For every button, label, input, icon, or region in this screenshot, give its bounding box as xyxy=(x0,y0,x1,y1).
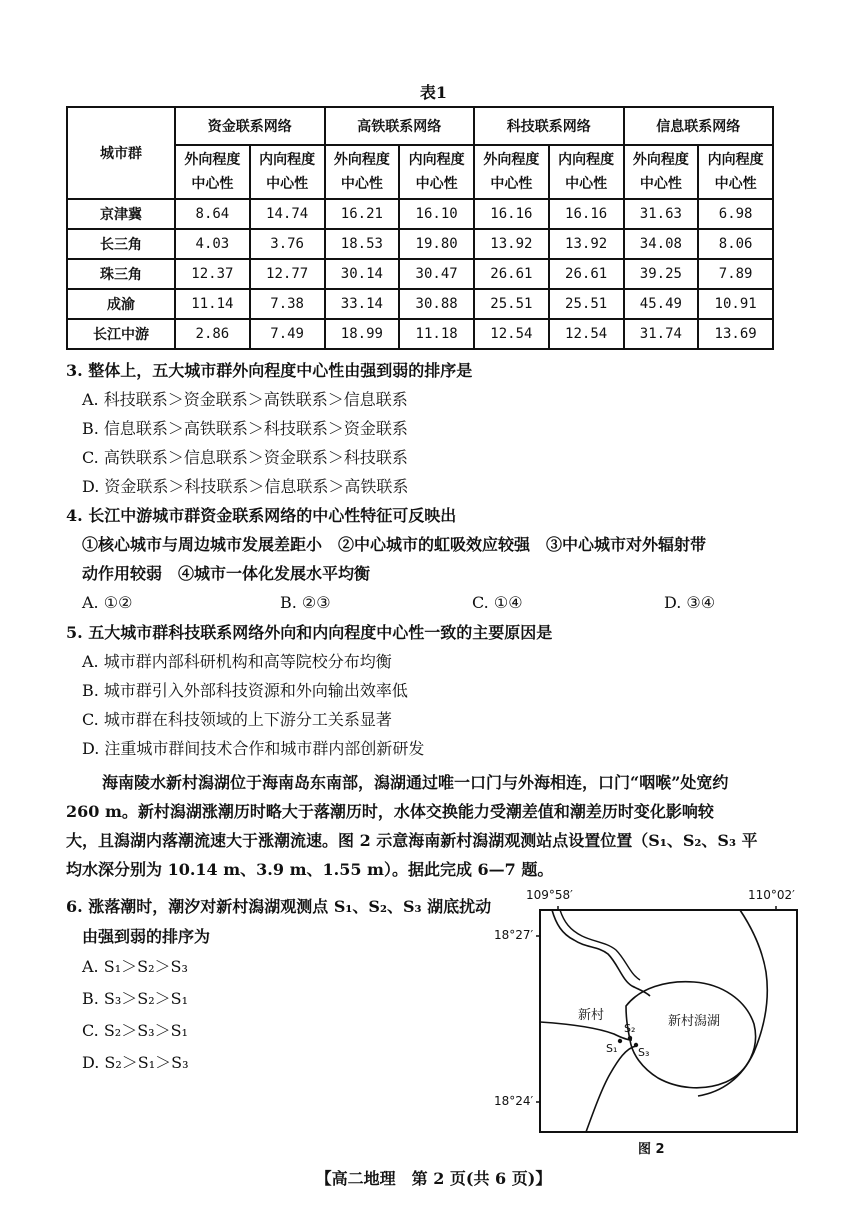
value-cell: 13.92 xyxy=(549,229,624,259)
value-cell: 3.76 xyxy=(250,229,325,259)
sub-header-out: 外向程度 中心性 xyxy=(175,145,250,199)
passage-line: 260 m。新村潟湖涨潮历时略大于落潮历时，水体交换能力受潮差值和潮差历时变化影响较 xyxy=(66,802,714,821)
s3-label: S₃ xyxy=(638,1046,650,1059)
value-cell: 16.16 xyxy=(474,199,549,229)
value-cell: 7.89 xyxy=(698,259,773,289)
value-cell: 13.69 xyxy=(698,319,773,349)
value-cell: 18.99 xyxy=(325,319,400,349)
value-cell: 12.37 xyxy=(175,259,250,289)
value-cell: 19.80 xyxy=(399,229,474,259)
sub-header-in: 内向程度 中心性 xyxy=(250,145,325,199)
value-cell: 31.74 xyxy=(624,319,699,349)
lon-label-right: 110°02′ xyxy=(748,888,795,902)
table-row xyxy=(67,289,773,319)
question-6-option-c[interactable]: C. S₂＞S₃＞S₁ xyxy=(82,1021,188,1040)
town-label: 新村 xyxy=(578,1008,605,1023)
question-3-stem: 3. 整体上，五大城市群外向程度中心性由强到弱的排序是 xyxy=(66,361,473,380)
question-5-option-a[interactable]: A. 城市群内部科研机构和高等院校分布均衡 xyxy=(82,652,392,671)
value-cell: 11.18 xyxy=(399,319,474,349)
value-cell: 45.49 xyxy=(624,289,699,319)
question-4-stem: 4. 长江中游城市群资金联系网络的中心性特征可反映出 xyxy=(66,506,457,525)
value-cell: 12.77 xyxy=(250,259,325,289)
map-svg xyxy=(490,888,820,1158)
page-footer: 【高二地理 第 2 页(共 6 页)】 xyxy=(315,1169,552,1188)
value-cell: 13.92 xyxy=(474,229,549,259)
question-4-option-c[interactable]: C. ①④ xyxy=(472,593,523,612)
passage-line: 海南陵水新村潟湖位于海南岛东南部，潟湖通过唯一口门与外海相连，口门“咽喉”处宽约 xyxy=(102,773,729,792)
data-table xyxy=(66,106,774,350)
value-cell: 10.91 xyxy=(698,289,773,319)
table-row xyxy=(67,199,773,229)
value-cell: 25.51 xyxy=(474,289,549,319)
value-cell: 12.54 xyxy=(474,319,549,349)
value-cell: 6.98 xyxy=(698,199,773,229)
group-header-info: 信息联系网络 xyxy=(624,107,774,145)
value-cell: 16.16 xyxy=(549,199,624,229)
value-cell: 26.61 xyxy=(474,259,549,289)
value-cell: 33.14 xyxy=(325,289,400,319)
question-3-option-d[interactable]: D. 资金联系＞科技联系＞信息联系＞高铁联系 xyxy=(82,477,409,496)
question-4-option-a[interactable]: A. ①② xyxy=(82,593,133,612)
value-cell: 12.54 xyxy=(549,319,624,349)
value-cell: 8.64 xyxy=(175,199,250,229)
value-cell: 26.61 xyxy=(549,259,624,289)
table-row xyxy=(67,229,773,259)
value-cell: 7.38 xyxy=(250,289,325,319)
question-6-stem: 6. 涨落潮时，潮汐对新村潟湖观测点 S₁、S₂、S₃ 湖底扰动 xyxy=(66,897,492,916)
question-4-option-b[interactable]: B. ②③ xyxy=(280,593,331,612)
question-3-option-a[interactable]: A. 科技联系＞资金联系＞高铁联系＞信息联系 xyxy=(82,390,408,409)
question-6-option-a[interactable]: A. S₁＞S₂＞S₃ xyxy=(82,957,188,976)
sub-header-out: 外向程度 中心性 xyxy=(474,145,549,199)
question-4-option-d[interactable]: D. ③④ xyxy=(664,593,716,612)
question-6-option-b[interactable]: B. S₃＞S₂＞S₁ xyxy=(82,989,189,1008)
reading-passage xyxy=(66,768,778,884)
question-5-stem: 5. 五大城市群科技联系网络外向和内向程度中心性一致的主要原因是 xyxy=(66,623,553,642)
city-cell: 长江中游 xyxy=(67,319,175,349)
value-cell: 4.03 xyxy=(175,229,250,259)
table-row xyxy=(67,259,773,289)
table-row xyxy=(67,319,773,349)
s2-label: S₂ xyxy=(624,1022,636,1035)
value-cell: 31.63 xyxy=(624,199,699,229)
value-cell: 11.14 xyxy=(175,289,250,319)
lagoon-label: 新村潟湖 xyxy=(668,1014,721,1029)
group-header-tech: 科技联系网络 xyxy=(474,107,624,145)
question-3-option-b[interactable]: B. 信息联系＞高铁联系＞科技联系＞资金联系 xyxy=(82,419,408,438)
value-cell: 34.08 xyxy=(624,229,699,259)
value-cell: 2.86 xyxy=(175,319,250,349)
lat-label-bottom: 18°24′ xyxy=(494,1094,534,1108)
city-cell: 珠三角 xyxy=(67,259,175,289)
figure-caption: 图 2 xyxy=(638,1142,665,1157)
group-header-fund: 资金联系网络 xyxy=(175,107,325,145)
lat-label-top: 18°27′ xyxy=(494,928,534,942)
value-cell: 39.25 xyxy=(624,259,699,289)
value-cell: 14.74 xyxy=(250,199,325,229)
question-5-option-c[interactable]: C. 城市群在科技领域的上下游分工关系显著 xyxy=(82,710,392,729)
passage-line: 大，且潟湖内落潮流速大于涨潮流速。图 2 示意海南新村潟湖观测站点设置位置（S₁、S₂、S₃ 平 xyxy=(66,831,758,850)
question-4-statements-line-2: 动作用较弱 ④城市一体化发展水平均衡 xyxy=(82,564,371,583)
station-s1 xyxy=(618,1039,622,1043)
table-title: 表1 xyxy=(419,83,448,102)
value-cell: 8.06 xyxy=(698,229,773,259)
sub-header-in: 内向程度 中心性 xyxy=(399,145,474,199)
question-4-statements-line-1: ①核心城市与周边城市发展差距小 ②中心城市的虹吸效应较强 ③中心城市对外辐射带 xyxy=(82,535,707,554)
question-6-stem-cont: 由强到弱的排序为 xyxy=(82,927,211,946)
value-cell: 25.51 xyxy=(549,289,624,319)
group-header-rail: 高铁联系网络 xyxy=(325,107,475,145)
value-cell: 30.47 xyxy=(399,259,474,289)
sub-header-in: 内向程度 中心性 xyxy=(698,145,773,199)
question-6-option-d[interactable]: D. S₂＞S₁＞S₃ xyxy=(82,1053,189,1072)
value-cell: 30.88 xyxy=(399,289,474,319)
question-5-option-d[interactable]: D. 注重城市群间技术合作和城市群内部创新研发 xyxy=(82,739,425,758)
station-s2 xyxy=(628,1036,632,1040)
value-cell: 7.49 xyxy=(250,319,325,349)
question-3-option-c[interactable]: C. 高铁联系＞信息联系＞资金联系＞科技联系 xyxy=(82,448,408,467)
question-5-option-b[interactable]: B. 城市群引入外部科技资源和外向输出效率低 xyxy=(82,681,408,700)
value-cell: 16.10 xyxy=(399,199,474,229)
passage-line: 均水深分别为 10.14 m、3.9 m、1.55 m）。据此完成 6—7 题。 xyxy=(66,860,554,879)
sub-header-out: 外向程度 中心性 xyxy=(624,145,699,199)
city-cell: 长三角 xyxy=(67,229,175,259)
s1-label: S₁ xyxy=(606,1042,618,1055)
city-cell: 成渝 xyxy=(67,289,175,319)
sub-header-in: 内向程度 中心性 xyxy=(549,145,624,199)
city-header: 城市群 xyxy=(67,107,175,199)
city-cell: 京津冀 xyxy=(67,199,175,229)
lon-label-left: 109°58′ xyxy=(526,888,573,902)
value-cell: 18.53 xyxy=(325,229,400,259)
value-cell: 16.21 xyxy=(325,199,400,229)
sub-header-out: 外向程度 中心性 xyxy=(325,145,400,199)
value-cell: 30.14 xyxy=(325,259,400,289)
lagoon-map xyxy=(490,888,820,1158)
